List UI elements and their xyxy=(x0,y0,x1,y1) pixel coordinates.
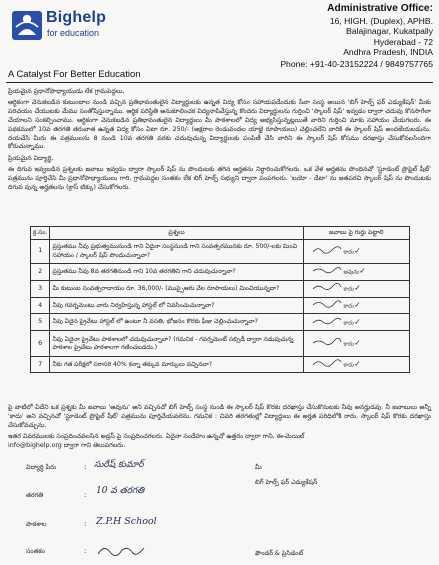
answer-cell[interactable] xyxy=(303,298,409,314)
question-text: నీవు ఏదైన ప్రైవేటు హాస్టల్ లో ఉంటూ నీ వసతి, భోజనం కొరకు ఫీజు చెల్లించుచున్నావా? xyxy=(50,314,303,331)
paragraph-contact xyxy=(8,433,431,451)
answer-text: అవును xyxy=(343,270,360,276)
answer-text: కాదు xyxy=(343,320,355,327)
school-label: పాఠశాల xyxy=(26,521,47,528)
paragraph-intro: ఆర్థికంగా వెనుకబడిన కుటుంబాల నుండి వచ్చిన ప్రతిభావంతులైన విద్యార్థులకు ఉన్నత విద్య కోసం సహాయపడేందుకు సేవా సంస్థ అయిన 'బిగ్ హెల్ప్ ఫర్ ఎడ్యుకేషన్' మీకు పరిచయం చేయుటకు మేము సంతోషిస్తున్నాము. ఆర్థిక పరిస్థితి అనుకూలించక విద్యనాపివేస్తున్న కొందరు విద్యార్థులను గుర్తించి 'స్కాలర్ షిప్' ఇవ్వడం ద్వారా చదువు కొనసాగేలా చేయాలని సంకల్పించాము. ఆర్థికంగా వెనుకబడిన ప్రతిభావంతులైన విద్యార్థులు మీ పాఠశాలలో విద్య అభ్యసిస్తున్నట్లయితే వారిని గుర్తించి మాకు సహాయం చేయగలరు. ఈ పథకములో 10వ తరగతి తరువాత ఉన్నత విద్య కోసం ఏటా రూ. 250/- (అక్షరాల రెండువందల యాభై రూపాయలు) చెల్లించలేని వారికి ఈ స్కాలర్ షిప్ అందజేయబడును. దయచేసి మీరు ఈ పత్రములను 8 నుండి 10వ తరగతి వరకు చదువుచున్న విద్యార్థులకు పంపిణీ చేసి వారిని ఈ స్కాలర్ షిప్ కోసము దరఖాస్తు చేసుకోవలసిందిగా కోరుచున్నాము. xyxy=(8,98,431,151)
header-divider xyxy=(6,82,433,83)
brand-name: Bighelp xyxy=(46,9,107,26)
answer-cell[interactable] xyxy=(303,314,409,331)
colon: : xyxy=(84,491,87,499)
answer-cell[interactable] xyxy=(303,281,409,298)
tick-icon: ✓ xyxy=(359,267,366,276)
answer-text: కాదు xyxy=(343,303,355,310)
table-row xyxy=(31,281,410,298)
answer-cell[interactable] xyxy=(303,264,409,281)
answer-mark xyxy=(312,299,342,312)
office-phone: Phone: +91-40-23152224 / 9849757765 xyxy=(280,58,433,69)
brand-subtitle: for education xyxy=(47,28,100,38)
header-questions: ప్రశ్నలు xyxy=(50,227,303,240)
table-row xyxy=(31,298,410,314)
row-number: 2 xyxy=(31,264,50,281)
signature-section xyxy=(0,458,439,565)
answer-mark xyxy=(312,337,342,350)
student-signature-icon[interactable] xyxy=(96,542,146,558)
header-answer: జవాబు పై గుర్తు పెట్టాలి xyxy=(303,227,409,240)
question-text: మీ కుటుంబ సంవత్సరాదాయం రూ. 36,000/- (ముప్పైఆరు వేల రూపాయలు) మించియున్నదా? xyxy=(50,281,303,298)
answer-cell[interactable] xyxy=(303,331,409,357)
eligibility-table xyxy=(30,226,410,373)
class-value[interactable]: 10 వ తరగతి xyxy=(96,486,145,496)
contact-text: ఇతర వివరములకు సంప్రదించవలసిన అడ్రస్ పై సంప్రదించగలరు. ఏదైనా సందేహం ఉన్నచో ఉత్తరం ద్వారా గాని, ఈ-మెయిల్ xyxy=(8,432,305,440)
tick-icon: ✓ xyxy=(354,284,361,293)
answer-text: కాదు xyxy=(343,249,355,256)
signature-label: సంతకం xyxy=(26,548,45,555)
sincerely-label: మీ xyxy=(255,464,262,471)
school-value[interactable]: Z.P.H School xyxy=(96,516,157,527)
tick-icon: ✓ xyxy=(354,317,361,327)
letter-closing-text xyxy=(8,404,431,453)
question-text: ప్రస్తుతము నీవు ప్రభుత్వమునుండి గాని ఏదైనా సంస్థనుండి గాని సంవత్సరమునకు రూ. 500/-లకు మించి సహాయం / స్కాలర్ షిప్ పొందుచున్నావా? xyxy=(50,240,303,264)
table-row xyxy=(31,331,410,357)
row-number: 6 xyxy=(31,331,50,357)
tick-icon: ✓ xyxy=(354,300,361,310)
class-label: తరగతి xyxy=(26,492,44,499)
paragraph-eligibility-note: పై వాటిలో ఏదేని ఒక ప్రశ్నకు మీ జవాబు 'అవును' అని వచ్చినచో బిగ్ హెల్ప్ సంస్థ నుండి ఈ స్కాలర్ షిప్ కొరకు దరఖాస్తు చేసుకొనుటకు నీవు అనర్హుడవు. నీ జవాబులు అన్నీ 'కాదు' అని వచ్చినచో 'స్టూడెంట్ ప్రొఫైల్ షీట్' పత్రమును పూర్తిచేయవలెను. గమనిక : చివరి తరగతుల్లో విద్యార్థులు ఈ అర్హత పరిధిలోకి రారు. స్కాలర్ షిప్ కొరకు దరఖాస్తు చేసుకోవచ్చును. xyxy=(8,404,431,429)
colon: : xyxy=(84,520,87,528)
answer-text: కాదు xyxy=(343,341,355,348)
student-name-label: విద్యార్థి పేరు xyxy=(26,464,57,471)
answer-cell[interactable] xyxy=(303,357,409,373)
salutation-student: ప్రియమైన విద్యార్థి, xyxy=(8,155,54,163)
header-serial: క్ర.సం. xyxy=(31,227,50,240)
answer-mark xyxy=(312,316,342,329)
row-number: 4 xyxy=(31,298,50,314)
answer-text: కాదు xyxy=(343,287,355,293)
paragraph-instructions: ఈ దిగువ ఇవ్వబడిన ప్రశ్నలకు జవాబు ఇవ్వడం ద్వారా స్కాలర్ షిప్ ను పొందుటకు తగిన అర్హతను నిర్ధారించుకోగలరు. ఒక వేళ అర్హతను పొందినచో 'స్టూడెంట్ ప్రొఫైల్ షీట్' పత్రమును పూర్తిచేసి మీ ప్రధానోపాధ్యాయులు గారి, గ్రామపెద్దల సంతకం లేక బిగ్ హెల్ప్ సభ్యుని ద్వారా పంపగలరు. 'బయో - డేటా' ను జతపరచి స్కాలర్ షిప్ ను పొందుటకు దిగువ వున్న అర్హతలను (క్రాస్ టిక్కు) చేసుకోగలరు. xyxy=(8,166,431,192)
table-row xyxy=(31,264,410,281)
tagline: A Catalyst For Better Education xyxy=(8,69,141,80)
office-line-3: Hyderabad - 72 xyxy=(373,36,433,47)
founder-title: ఫౌండర్ & ప్రెసిడెంట్ xyxy=(255,550,304,557)
letter-body xyxy=(8,88,431,196)
tick-icon: ✓ xyxy=(354,338,361,348)
row-number: 1 xyxy=(31,240,50,264)
row-number: 7 xyxy=(31,357,50,373)
answer-mark xyxy=(312,358,342,371)
colon: : xyxy=(84,547,87,555)
office-line-2: Balajinagar, Kukatpally xyxy=(346,26,433,37)
question-text: నీకు గత పరీక్షలో సరాసరి 40% కన్నా తక్కువ మార్కులు వచ్చినవా? xyxy=(50,357,303,373)
question-text: ప్రస్తుతము నీవు 8వ తరగతినుండి గాని 10వ తరగతిని గాని చదువుచున్నావా? xyxy=(50,264,303,281)
answer-cell[interactable] xyxy=(303,240,409,264)
tick-icon: ✓ xyxy=(354,359,361,369)
office-title: Administrative Office: xyxy=(327,3,433,14)
answer-mark xyxy=(312,282,342,295)
question-text: నీవు గవర్నమెంటు వారు నిర్వహిస్తున్న హాస్టల్ లో నివసించుచున్నావా? xyxy=(50,298,303,314)
answer-mark xyxy=(312,265,342,278)
bighelp-logo-mark-icon xyxy=(10,8,44,42)
answer-mark xyxy=(312,245,342,258)
organisation-name: బిగ్ హెల్ప్ ఫర్ ఎడ్యుకేషన్ xyxy=(255,479,318,486)
question-text: నీవు ఏదైనా ప్రైవేటు పాఠశాలలో చదువుచున్నావా? (గమనిక - గవర్నమెంట్ సబ్సిడీ ద్వారా నడుపుచున్న పాఠశాల ప్రైవేటు పాఠశాలగా గణించబడదు.) xyxy=(50,331,303,357)
office-line-4: Andhra Pradesh, INDIA xyxy=(343,47,433,58)
contact-email: info@bighelp.org ద్వారా గాని తెలుపగలరు. xyxy=(8,441,126,449)
row-number: 3 xyxy=(31,281,50,298)
student-name-value[interactable]: సురేష్ కుమార్ xyxy=(94,460,144,470)
office-line-1: 16, HIGH. (Duplex), APHB. xyxy=(329,15,433,26)
row-number: 5 xyxy=(31,314,50,331)
salutation: ప్రియమైన ప్రధానోపాధ్యాయుడు లేక గ్రామపెద్దలు, xyxy=(8,88,125,95)
answer-text: కాదు xyxy=(343,362,355,369)
office-address xyxy=(243,4,433,70)
table-header-row xyxy=(31,227,410,240)
table-row xyxy=(31,314,410,331)
table-row xyxy=(31,357,410,373)
colon: : xyxy=(84,463,87,471)
bighelp-logo xyxy=(8,6,158,56)
tick-icon: ✓ xyxy=(354,246,361,256)
table-row xyxy=(31,240,410,264)
